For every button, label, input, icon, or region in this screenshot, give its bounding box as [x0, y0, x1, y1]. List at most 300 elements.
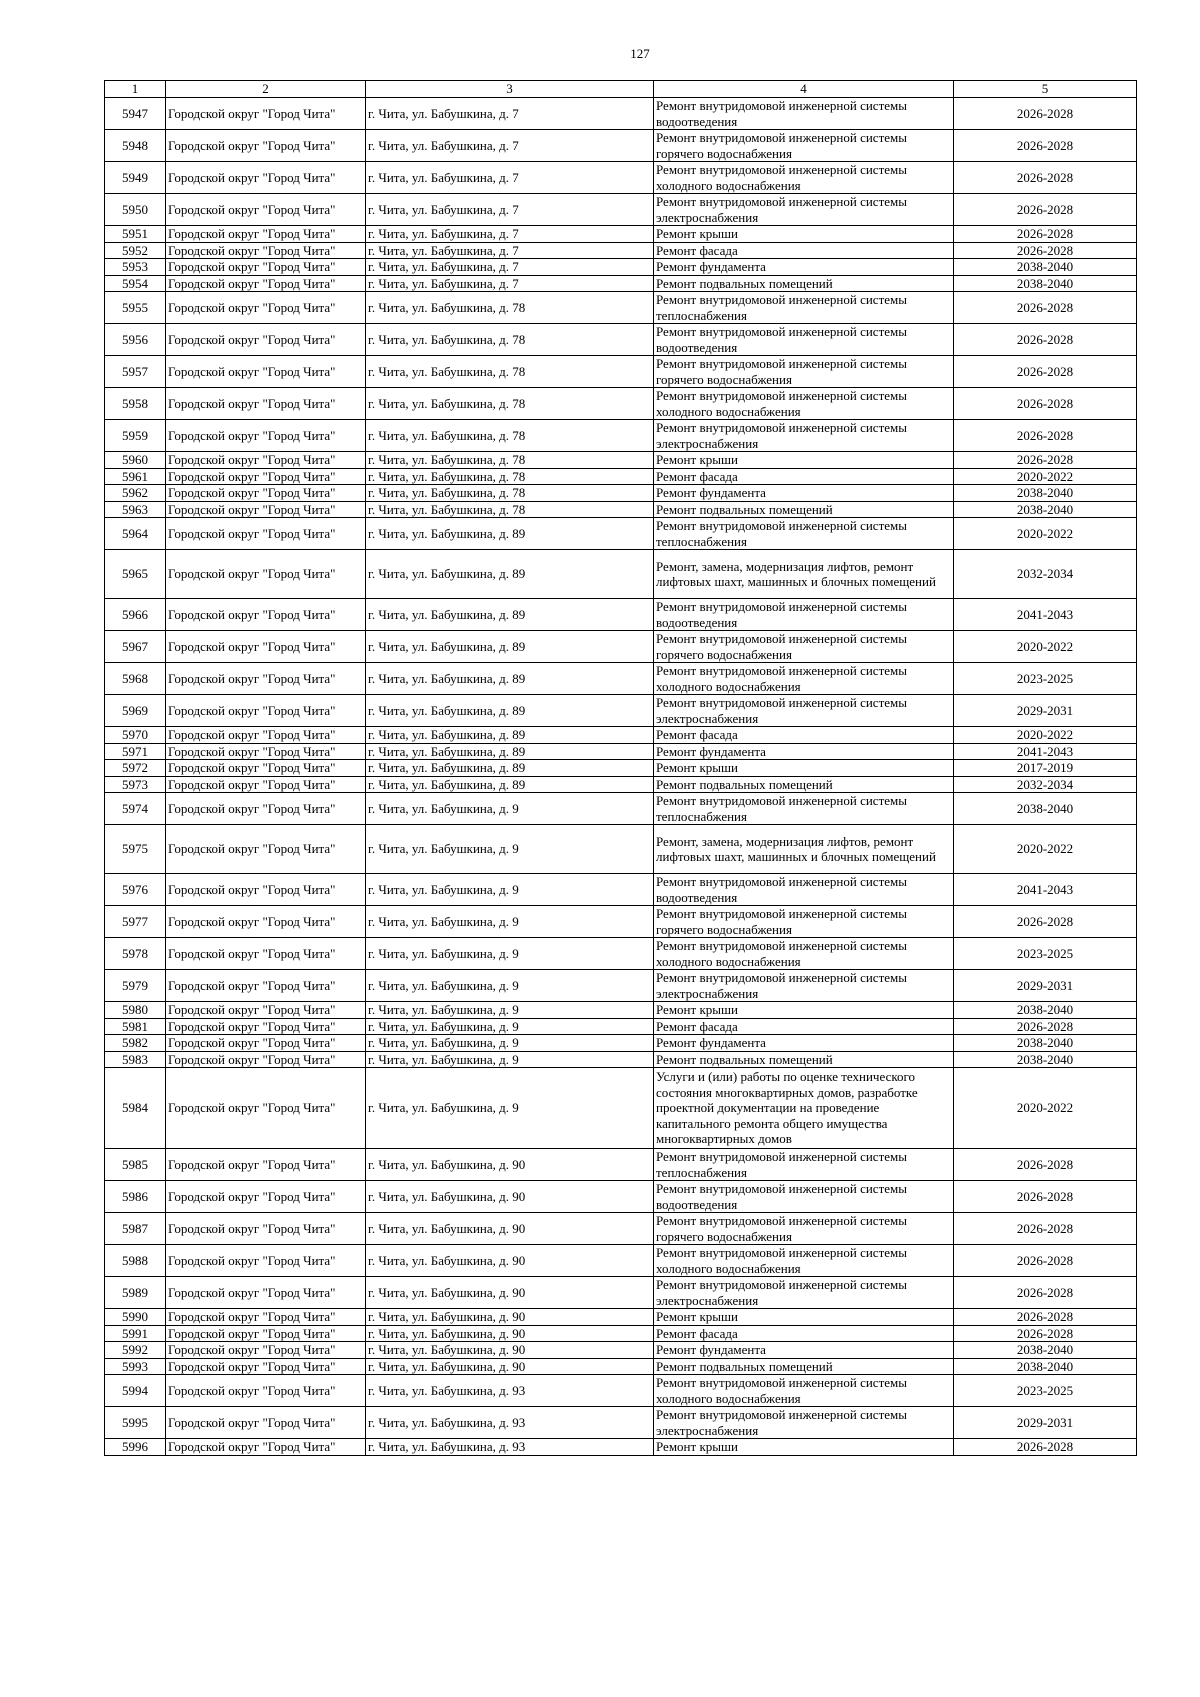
period-cell: 2026-2028 — [954, 226, 1137, 243]
work-type-cell — [654, 242, 954, 259]
table-row — [105, 518, 1137, 550]
work-type-line: водоотведения — [656, 113, 738, 129]
address-cell: г. Чита, ул. Бабушкина, д. 89 — [366, 550, 654, 599]
address-cell: г. Чита, ул. Бабушкина, д. 7 — [366, 194, 654, 226]
work-type-cell — [654, 776, 954, 793]
work-type-cell — [654, 970, 954, 1002]
work-type-line: горячего водоснабжения — [656, 921, 792, 937]
work-type-line: Ремонт внутридомовой инженерной системы — [656, 162, 907, 177]
work-type-line: Ремонт внутридомовой инженерной системы — [656, 518, 907, 533]
work-type-line: теплоснабжения — [656, 808, 747, 824]
row-number: 5987 — [105, 1213, 166, 1245]
column-header-4: 4 — [654, 81, 954, 98]
work-type-cell — [654, 1002, 954, 1019]
table-row — [105, 631, 1137, 663]
row-number: 5949 — [105, 162, 166, 194]
period-cell: 2041-2043 — [954, 743, 1137, 760]
address-cell: г. Чита, ул. Бабушкина, д. 9 — [366, 793, 654, 825]
table-row — [105, 1002, 1137, 1019]
table-row — [105, 695, 1137, 727]
municipality-cell: Городской округ "Город Чита" — [166, 1213, 366, 1245]
table-row — [105, 825, 1137, 874]
row-number: 5954 — [105, 275, 166, 292]
row-number: 5975 — [105, 825, 166, 874]
work-type-cell — [654, 874, 954, 906]
work-type-line: электроснабжения — [656, 435, 759, 451]
work-type-line: холодного водоснабжения — [656, 177, 801, 193]
row-number: 5991 — [105, 1325, 166, 1342]
municipality-cell: Городской округ "Город Чита" — [166, 468, 366, 485]
table-row — [105, 1018, 1137, 1035]
period-cell: 2020-2022 — [954, 727, 1137, 744]
municipality-cell: Городской округ "Город Чита" — [166, 452, 366, 469]
work-type-line: лифтовых шахт, машинных и блочных помещений — [656, 849, 936, 864]
work-type-line: лифтовых шахт, машинных и блочных помещений — [656, 574, 936, 589]
work-type-cell — [654, 452, 954, 469]
period-cell: 2026-2028 — [954, 130, 1137, 162]
table-row — [105, 550, 1137, 599]
table-row — [105, 1342, 1137, 1359]
table-header — [105, 81, 1137, 98]
row-number: 5982 — [105, 1035, 166, 1052]
work-type-line: Ремонт внутридомовой инженерной системы — [656, 1213, 907, 1228]
period-cell: 2020-2022 — [954, 631, 1137, 663]
municipality-cell: Городской округ "Город Чита" — [166, 874, 366, 906]
work-type-cell — [654, 420, 954, 452]
work-type-line: капитального ремонта общего имущества — [656, 1115, 888, 1131]
municipality-cell: Городской округ "Город Чита" — [166, 194, 366, 226]
work-type-cell — [654, 1358, 954, 1375]
period-cell: 2026-2028 — [954, 1149, 1137, 1181]
row-number: 5974 — [105, 793, 166, 825]
period-cell: 2026-2028 — [954, 1277, 1137, 1309]
period-cell: 2020-2022 — [954, 468, 1137, 485]
address-cell: г. Чита, ул. Бабушкина, д. 89 — [366, 743, 654, 760]
work-type-line: электроснабжения — [656, 209, 759, 225]
municipality-cell: Городской округ "Город Чита" — [166, 1439, 366, 1456]
work-type-cell — [654, 468, 954, 485]
row-number: 5985 — [105, 1149, 166, 1181]
period-cell: 2038-2040 — [954, 1035, 1137, 1052]
municipality-cell: Городской округ "Город Чита" — [166, 695, 366, 727]
row-number: 5969 — [105, 695, 166, 727]
page-number: 127 — [630, 46, 650, 61]
table-row — [105, 292, 1137, 324]
table-row — [105, 906, 1137, 938]
work-type-line: Ремонт крыши — [656, 452, 738, 467]
work-type-cell — [654, 194, 954, 226]
work-type-line: горячего водоснабжения — [656, 646, 792, 662]
period-cell: 2038-2040 — [954, 501, 1137, 518]
period-cell: 2026-2028 — [954, 292, 1137, 324]
address-cell: г. Чита, ул. Бабушкина, д. 78 — [366, 356, 654, 388]
municipality-cell: Городской округ "Город Чита" — [166, 825, 366, 874]
work-type-line: Ремонт внутридомовой инженерной системы — [656, 695, 907, 710]
work-type-line: многоквартирных домов — [656, 1131, 792, 1147]
row-number: 5947 — [105, 98, 166, 130]
municipality-cell: Городской округ "Город Чита" — [166, 98, 366, 130]
municipality-cell: Городской округ "Город Чита" — [166, 1358, 366, 1375]
table-row — [105, 1149, 1137, 1181]
work-type-line: Ремонт, замена, модернизация лифтов, ремонт — [656, 833, 914, 849]
period-cell: 2023-2025 — [954, 663, 1137, 695]
table-row — [105, 1277, 1137, 1309]
address-cell: г. Чита, ул. Бабушкина, д. 7 — [366, 275, 654, 292]
municipality-cell: Городской округ "Город Чита" — [166, 1018, 366, 1035]
work-type-cell — [654, 793, 954, 825]
period-cell: 2032-2034 — [954, 776, 1137, 793]
address-cell: г. Чита, ул. Бабушкина, д. 90 — [366, 1358, 654, 1375]
period-cell: 2026-2028 — [954, 162, 1137, 194]
table-row — [105, 501, 1137, 518]
address-cell: г. Чита, ул. Бабушкина, д. 78 — [366, 420, 654, 452]
table-row — [105, 420, 1137, 452]
work-type-line: Ремонт крыши — [656, 1309, 738, 1324]
work-type-line: Ремонт подвальных помещений — [656, 1358, 833, 1374]
work-type-cell — [654, 98, 954, 130]
row-number: 5952 — [105, 242, 166, 259]
work-type-line: Ремонт фасада — [656, 468, 738, 484]
address-cell: г. Чита, ул. Бабушкина, д. 78 — [366, 501, 654, 518]
work-type-cell — [654, 1181, 954, 1213]
work-type-line: Услуги и (или) работы по оценке технического — [656, 1069, 915, 1085]
municipality-cell: Городской округ "Город Чита" — [166, 242, 366, 259]
work-type-cell — [654, 1068, 954, 1149]
table-row — [105, 1325, 1137, 1342]
header-row — [105, 81, 1137, 98]
work-type-line: водоотведения — [656, 1196, 738, 1212]
address-cell: г. Чита, ул. Бабушкина, д. 89 — [366, 599, 654, 631]
address-cell: г. Чита, ул. Бабушкина, д. 9 — [366, 825, 654, 874]
work-type-line: электроснабжения — [656, 985, 759, 1001]
address-cell: г. Чита, ул. Бабушкина, д. 89 — [366, 776, 654, 793]
municipality-cell: Городской округ "Город Чита" — [166, 1149, 366, 1181]
municipality-cell: Городской округ "Город Чита" — [166, 1051, 366, 1068]
row-number: 5964 — [105, 518, 166, 550]
municipality-cell: Городской округ "Город Чита" — [166, 324, 366, 356]
work-type-cell — [654, 388, 954, 420]
period-cell: 2026-2028 — [954, 1325, 1137, 1342]
period-cell: 2017-2019 — [954, 760, 1137, 777]
row-number: 5958 — [105, 388, 166, 420]
table-row — [105, 452, 1137, 469]
period-cell: 2026-2028 — [954, 1181, 1137, 1213]
work-type-line: Ремонт фундамента — [656, 1342, 766, 1357]
work-type-line: Ремонт крыши — [656, 1439, 738, 1454]
work-type-line: состояния многоквартирных домов, разработке — [656, 1084, 918, 1100]
table-row — [105, 1375, 1137, 1407]
period-cell: 2038-2040 — [954, 259, 1137, 276]
municipality-cell: Городской округ "Город Чита" — [166, 1245, 366, 1277]
row-number: 5971 — [105, 743, 166, 760]
work-type-cell — [654, 1245, 954, 1277]
table-row — [105, 743, 1137, 760]
work-type-cell — [654, 599, 954, 631]
table-row — [105, 259, 1137, 276]
table-row — [105, 938, 1137, 970]
period-cell: 2026-2028 — [954, 98, 1137, 130]
work-type-cell — [654, 1439, 954, 1456]
row-number: 5950 — [105, 194, 166, 226]
period-cell: 2038-2040 — [954, 793, 1137, 825]
row-number: 5960 — [105, 452, 166, 469]
work-type-cell — [654, 501, 954, 518]
work-type-cell — [654, 356, 954, 388]
row-number: 5970 — [105, 727, 166, 744]
work-type-line: холодного водоснабжения — [656, 403, 801, 419]
row-number: 5995 — [105, 1407, 166, 1439]
work-type-cell — [654, 1342, 954, 1359]
municipality-cell: Городской округ "Город Чита" — [166, 760, 366, 777]
period-cell: 2026-2028 — [954, 1439, 1137, 1456]
municipality-cell: Городской округ "Город Чита" — [166, 518, 366, 550]
row-number: 5965 — [105, 550, 166, 599]
period-cell: 2038-2040 — [954, 275, 1137, 292]
period-cell: 2032-2034 — [954, 550, 1137, 599]
table-row — [105, 1051, 1137, 1068]
row-number: 5990 — [105, 1309, 166, 1326]
work-type-line: Ремонт фундамента — [656, 743, 766, 759]
work-type-line: Ремонт внутридомовой инженерной системы — [656, 874, 907, 889]
period-cell: 2026-2028 — [954, 1309, 1137, 1326]
municipality-cell: Городской округ "Город Чита" — [166, 356, 366, 388]
address-cell: г. Чита, ул. Бабушкина, д. 90 — [366, 1181, 654, 1213]
period-cell: 2026-2028 — [954, 1213, 1137, 1245]
table-row — [105, 776, 1137, 793]
row-number: 5996 — [105, 1439, 166, 1456]
work-type-cell — [654, 727, 954, 744]
work-type-line: теплоснабжения — [656, 1164, 747, 1180]
table-row — [105, 130, 1137, 162]
period-cell: 2029-2031 — [954, 970, 1137, 1002]
work-type-line: холодного водоснабжения — [656, 1390, 801, 1406]
period-cell: 2029-2031 — [954, 695, 1137, 727]
municipality-cell: Городской округ "Город Чита" — [166, 292, 366, 324]
table-row — [105, 388, 1137, 420]
work-type-line: Ремонт крыши — [656, 1002, 738, 1017]
capital-repair-table — [104, 80, 1137, 1456]
work-type-line: Ремонт внутридомовой инженерной системы — [656, 194, 907, 209]
period-cell: 2038-2040 — [954, 1358, 1137, 1375]
address-cell: г. Чита, ул. Бабушкина, д. 9 — [366, 1035, 654, 1052]
work-type-line: холодного водоснабжения — [656, 1260, 801, 1276]
work-type-cell — [654, 1407, 954, 1439]
work-type-line: водоотведения — [656, 614, 738, 630]
address-cell: г. Чита, ул. Бабушкина, д. 90 — [366, 1213, 654, 1245]
address-cell: г. Чита, ул. Бабушкина, д. 90 — [366, 1342, 654, 1359]
table-row — [105, 760, 1137, 777]
address-cell: г. Чита, ул. Бабушкина, д. 7 — [366, 98, 654, 130]
period-cell: 2020-2022 — [954, 825, 1137, 874]
address-cell: г. Чита, ул. Бабушкина, д. 89 — [366, 518, 654, 550]
work-type-line: горячего водоснабжения — [656, 371, 792, 387]
municipality-cell: Городской округ "Город Чита" — [166, 906, 366, 938]
period-cell: 2026-2028 — [954, 194, 1137, 226]
work-type-line: Ремонт внутридомовой инженерной системы — [656, 324, 907, 339]
address-cell: г. Чита, ул. Бабушкина, д. 89 — [366, 663, 654, 695]
period-cell: 2026-2028 — [954, 452, 1137, 469]
municipality-cell: Городской округ "Город Чита" — [166, 743, 366, 760]
work-type-line: Ремонт внутридомовой инженерной системы — [656, 130, 907, 145]
work-type-line: горячего водоснабжения — [656, 145, 792, 161]
municipality-cell: Городской округ "Город Чита" — [166, 1181, 366, 1213]
work-type-cell — [654, 1309, 954, 1326]
work-type-line: Ремонт внутридомовой инженерной системы — [656, 292, 907, 307]
municipality-cell: Городской округ "Город Чита" — [166, 162, 366, 194]
work-type-cell — [654, 226, 954, 243]
period-cell: 2038-2040 — [954, 1051, 1137, 1068]
address-cell: г. Чита, ул. Бабушкина, д. 90 — [366, 1245, 654, 1277]
work-type-cell — [654, 938, 954, 970]
municipality-cell: Городской округ "Город Чита" — [166, 485, 366, 502]
work-type-cell — [654, 162, 954, 194]
work-type-cell — [654, 1035, 954, 1052]
municipality-cell: Городской округ "Город Чита" — [166, 1277, 366, 1309]
address-cell: г. Чита, ул. Бабушкина, д. 9 — [366, 906, 654, 938]
address-cell: г. Чита, ул. Бабушкина, д. 78 — [366, 388, 654, 420]
municipality-cell: Городской округ "Город Чита" — [166, 1407, 366, 1439]
address-cell: г. Чита, ул. Бабушкина, д. 9 — [366, 1068, 654, 1149]
municipality-cell: Городской округ "Город Чита" — [166, 1309, 366, 1326]
address-cell: г. Чита, ул. Бабушкина, д. 78 — [366, 452, 654, 469]
address-cell: г. Чита, ул. Бабушкина, д. 89 — [366, 760, 654, 777]
table-row — [105, 793, 1137, 825]
work-type-cell — [654, 1051, 954, 1068]
table-row — [105, 599, 1137, 631]
row-number: 5957 — [105, 356, 166, 388]
work-type-line: Ремонт фундамента — [656, 259, 766, 274]
work-type-cell — [654, 130, 954, 162]
table-row — [105, 1245, 1137, 1277]
row-number: 5979 — [105, 970, 166, 1002]
row-number: 5966 — [105, 599, 166, 631]
row-number: 5977 — [105, 906, 166, 938]
table-row — [105, 485, 1137, 502]
row-number: 5953 — [105, 259, 166, 276]
table-row — [105, 727, 1137, 744]
work-type-line: Ремонт внутридомовой инженерной системы — [656, 356, 907, 371]
work-type-line: Ремонт фасада — [656, 1018, 738, 1034]
work-type-cell — [654, 695, 954, 727]
period-cell: 2038-2040 — [954, 485, 1137, 502]
row-number: 5961 — [105, 468, 166, 485]
table-row — [105, 1213, 1137, 1245]
row-number: 5989 — [105, 1277, 166, 1309]
column-header-2: 2 — [166, 81, 366, 98]
work-type-line: Ремонт фундамента — [656, 485, 766, 500]
period-cell: 2041-2043 — [954, 874, 1137, 906]
work-type-cell — [654, 663, 954, 695]
work-type-line: теплоснабжения — [656, 307, 747, 323]
work-type-line: водоотведения — [656, 339, 738, 355]
work-type-line: Ремонт внутридомовой инженерной системы — [656, 1149, 907, 1164]
column-header-5: 5 — [954, 81, 1137, 98]
address-cell: г. Чита, ул. Бабушкина, д. 7 — [366, 242, 654, 259]
municipality-cell: Городской округ "Город Чита" — [166, 1375, 366, 1407]
work-type-cell — [654, 275, 954, 292]
address-cell: г. Чита, ул. Бабушкина, д. 7 — [366, 162, 654, 194]
work-type-line: Ремонт крыши — [656, 760, 738, 775]
work-type-line: Ремонт подвальных помещений — [656, 1051, 833, 1067]
municipality-cell: Городской округ "Город Чита" — [166, 420, 366, 452]
municipality-cell: Городской округ "Город Чита" — [166, 599, 366, 631]
municipality-cell: Городской округ "Город Чита" — [166, 631, 366, 663]
municipality-cell: Городской округ "Город Чита" — [166, 501, 366, 518]
work-type-line: Ремонт внутридомовой инженерной системы — [656, 970, 907, 985]
row-number: 5978 — [105, 938, 166, 970]
municipality-cell: Городской округ "Город Чита" — [166, 259, 366, 276]
table-row — [105, 98, 1137, 130]
work-type-line: Ремонт, замена, модернизация лифтов, ремонт — [656, 558, 914, 574]
address-cell: г. Чита, ул. Бабушкина, д. 7 — [366, 226, 654, 243]
work-type-line: Ремонт подвальных помещений — [656, 501, 833, 517]
work-type-line: Ремонт фасада — [656, 242, 738, 258]
column-header-3: 3 — [366, 81, 654, 98]
table-row — [105, 1035, 1137, 1052]
address-cell: г. Чита, ул. Бабушкина, д. 93 — [366, 1407, 654, 1439]
municipality-cell: Городской округ "Город Чита" — [166, 1325, 366, 1342]
work-type-line: Ремонт внутридомовой инженерной системы — [656, 1245, 907, 1260]
municipality-cell: Городской округ "Город Чита" — [166, 1035, 366, 1052]
address-cell: г. Чита, ул. Бабушкина, д. 90 — [366, 1309, 654, 1326]
row-number: 5963 — [105, 501, 166, 518]
row-number: 5968 — [105, 663, 166, 695]
table-row — [105, 970, 1137, 1002]
address-cell: г. Чита, ул. Бабушкина, д. 89 — [366, 727, 654, 744]
work-type-cell — [654, 1325, 954, 1342]
work-type-line: теплоснабжения — [656, 533, 747, 549]
table-row — [105, 1407, 1137, 1439]
table-row — [105, 356, 1137, 388]
work-type-cell — [654, 631, 954, 663]
work-type-cell — [654, 292, 954, 324]
address-cell: г. Чита, ул. Бабушкина, д. 90 — [366, 1325, 654, 1342]
row-number: 5980 — [105, 1002, 166, 1019]
table-row — [105, 468, 1137, 485]
work-type-line: Ремонт внутридомовой инженерной системы — [656, 1181, 907, 1196]
address-cell: г. Чита, ул. Бабушкина, д. 90 — [366, 1277, 654, 1309]
table-body — [105, 98, 1137, 1456]
period-cell: 2026-2028 — [954, 388, 1137, 420]
row-number: 5993 — [105, 1358, 166, 1375]
row-number: 5972 — [105, 760, 166, 777]
address-cell: г. Чита, ул. Бабушкина, д. 78 — [366, 292, 654, 324]
work-type-line: горячего водоснабжения — [656, 1228, 792, 1244]
work-type-line: холодного водоснабжения — [656, 953, 801, 969]
address-cell: г. Чита, ул. Бабушкина, д. 93 — [366, 1439, 654, 1456]
work-type-line: Ремонт подвальных помещений — [656, 776, 833, 792]
table-row — [105, 242, 1137, 259]
municipality-cell: Городской округ "Город Чита" — [166, 1002, 366, 1019]
table-row — [105, 1068, 1137, 1149]
work-type-cell — [654, 743, 954, 760]
work-type-line: электроснабжения — [656, 710, 759, 726]
period-cell: 2026-2028 — [954, 356, 1137, 388]
row-number: 5959 — [105, 420, 166, 452]
address-cell: г. Чита, ул. Бабушкина, д. 78 — [366, 485, 654, 502]
work-type-line: Ремонт подвальных помещений — [656, 275, 833, 291]
work-type-line: холодного водоснабжения — [656, 678, 801, 694]
work-type-cell — [654, 906, 954, 938]
work-type-line: электроснабжения — [656, 1292, 759, 1308]
municipality-cell: Городской округ "Город Чита" — [166, 938, 366, 970]
work-type-line: Ремонт фасада — [656, 1325, 738, 1341]
table-row — [105, 1439, 1137, 1456]
address-cell: г. Чита, ул. Бабушкина, д. 89 — [366, 695, 654, 727]
address-cell: г. Чита, ул. Бабушкина, д. 89 — [366, 631, 654, 663]
period-cell: 2026-2028 — [954, 1245, 1137, 1277]
row-number: 5951 — [105, 226, 166, 243]
